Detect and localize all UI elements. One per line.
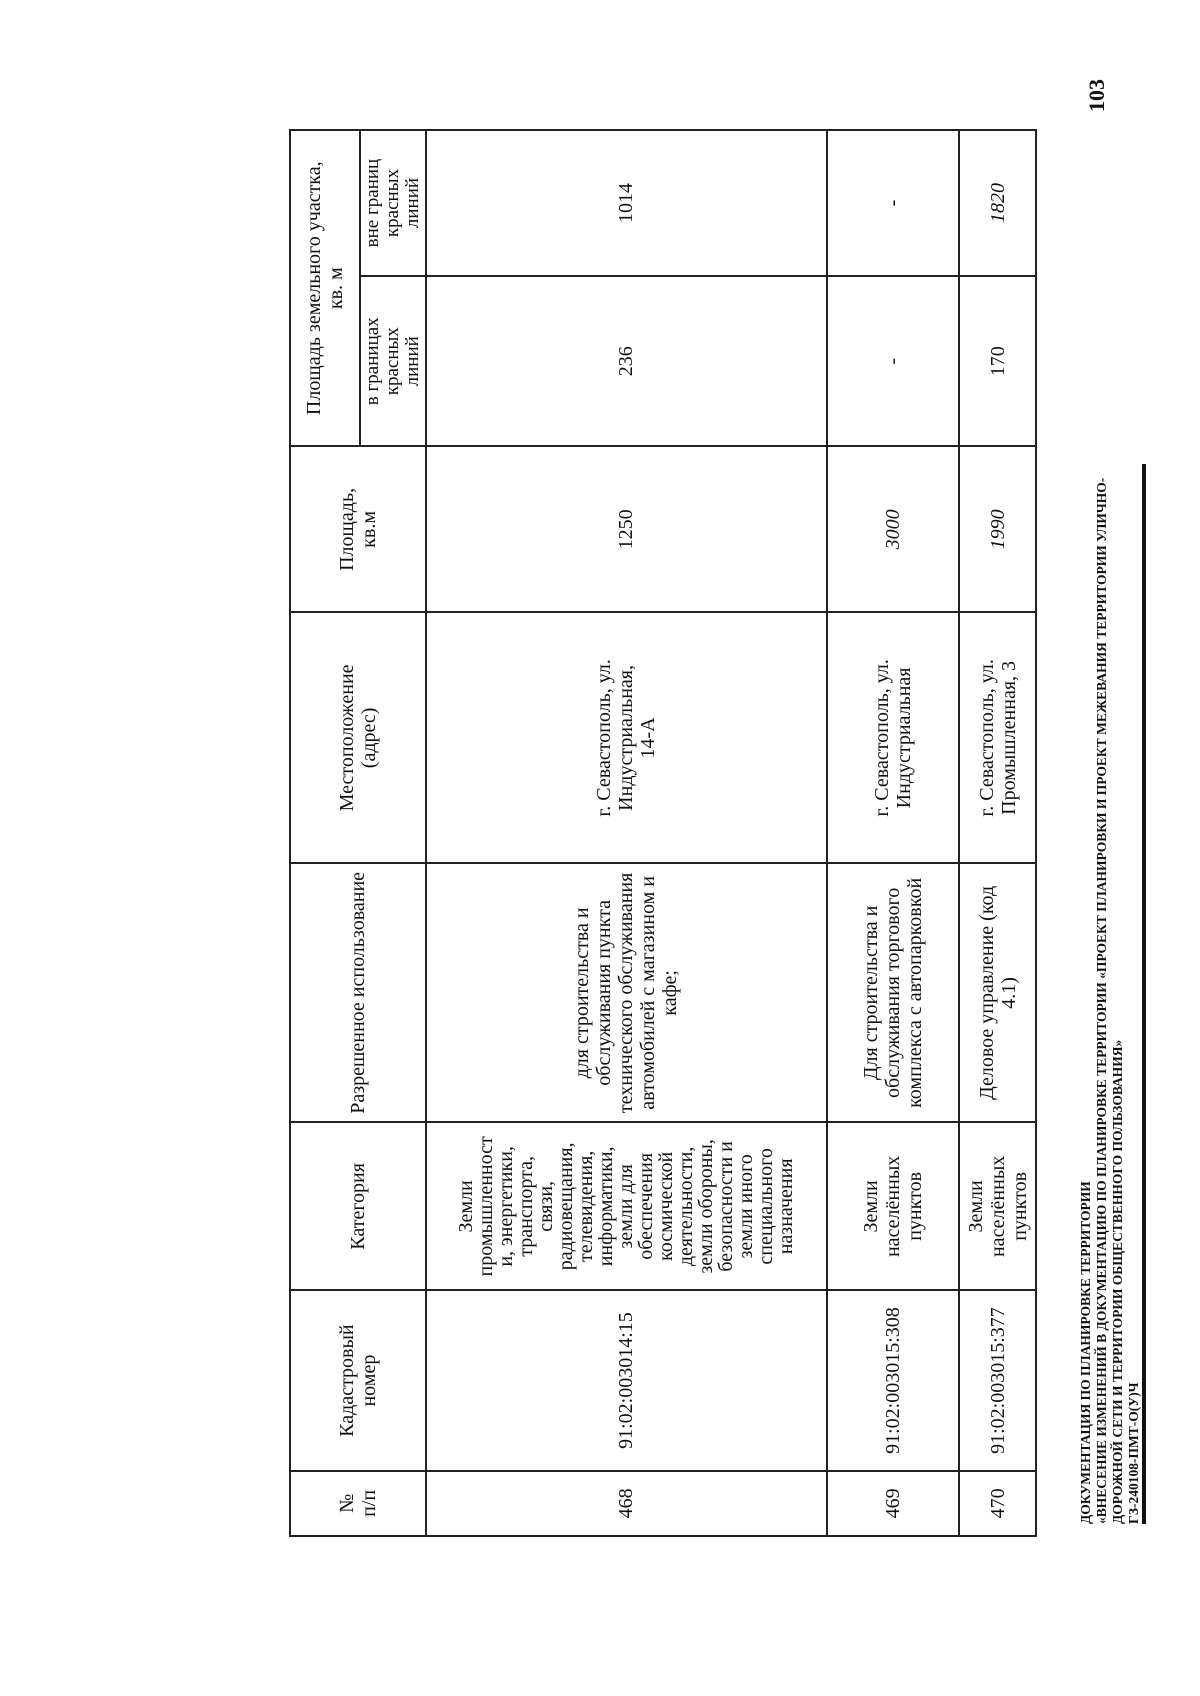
header-cadastral: Кадастровый номер	[290, 1290, 426, 1470]
cell-location: г. Севастополь, ул. Промышленная, 3	[959, 612, 1036, 863]
cell-location: г. Севастополь, ул. Индустриальная, 14-А	[426, 612, 827, 863]
cell-category: Земли промышленност и, энергетики, транспорта, связи, радиовещания, телевидения, информатики, земли для обеспечения космической деятельности, земли обороны, безопасности и земли иного специального назначения	[426, 1122, 827, 1290]
cell-out-red-lines: 1014	[426, 130, 827, 276]
cell-permitted-use: Для строительства и обслуживания торгового комплекса с автопарковкой	[827, 863, 960, 1122]
header-num: № п/п	[290, 1471, 426, 1536]
table-row	[827, 130, 960, 1536]
cell-category: Земли населённых пунктов	[827, 1122, 960, 1290]
cell-num: 468	[426, 1471, 827, 1536]
table-row	[426, 130, 827, 1536]
header-out-red-lines: вне границ красных линий	[360, 130, 426, 276]
header-line-3: ДОРОЖНОЙ СЕТИ И ТЕРРИТОРИИ ОБЩЕСТВЕННОГО ПОЛЬЗОВАНИЯ»	[1110, 1039, 1125, 1524]
cell-in-red-lines: -	[827, 276, 960, 446]
cell-area: 3000	[827, 446, 960, 612]
cell-area: 1990	[959, 446, 1036, 612]
header-line-4: ГЗ-240108-ПМТ-О(У)Ч	[1126, 1382, 1141, 1524]
header-location: Местоположение (адрес)	[290, 612, 426, 863]
header-in-red-lines: в границах красных линий	[360, 276, 426, 446]
cell-permitted-use: для строительства и обслуживания пункта технического обслуживания автомобилей с магазином и кафе;	[426, 863, 827, 1122]
cell-category: Земли населённых пунктов	[959, 1122, 1036, 1290]
table-row	[959, 130, 1036, 1536]
page-number: 103	[1084, 79, 1109, 112]
header-area: Площадь, кв.м	[290, 446, 426, 612]
header-plot-area-group: Площадь земельного участка, кв. м	[290, 130, 360, 446]
cell-out-red-lines: 1820	[959, 130, 1036, 276]
cell-cadastral: 91:02:003014:15	[426, 1290, 827, 1470]
cell-permitted-use: Деловое управление (код 4.1)	[959, 863, 1036, 1122]
cell-location: г. Севастополь, ул. Индустриальная	[827, 612, 960, 863]
cell-cadastral: 91:02:003015:377	[959, 1290, 1036, 1470]
header-category: Категория	[290, 1122, 426, 1290]
header-line-1: ДОКУМЕНТАЦИЯ ПО ПЛАНИРОВКЕ ТЕРРИТОРИИ	[1078, 1181, 1093, 1524]
cell-cadastral: 91:02:003015:308	[827, 1290, 960, 1470]
cell-in-red-lines: 170	[959, 276, 1036, 446]
cell-in-red-lines: 236	[426, 276, 827, 446]
header-line-2: «ВНЕСЕНИЕ ИЗМЕНЕНИЙ В ДОКУМЕНТАЦИЮ ПО ПЛАНИРОВКЕ ТЕРРИТОРИИ «ПРОЕКТ ПЛАНИРОВКИ И ПРОЕКТ МЕЖЕВАНИЯ ТЕРРИТОРИИ УЛИЧНО-	[1094, 477, 1109, 1524]
header-permitted-use: Разрешенное использование	[290, 863, 426, 1122]
cell-num: 470	[959, 1471, 1036, 1536]
cell-area: 1250	[426, 446, 827, 612]
header-divider	[1142, 464, 1146, 1524]
header-row-1	[290, 130, 360, 1536]
cell-num: 469	[827, 1471, 960, 1536]
land-plots-table	[289, 129, 1037, 1537]
document-header	[1078, 244, 1142, 1524]
cell-out-red-lines: -	[827, 130, 960, 276]
